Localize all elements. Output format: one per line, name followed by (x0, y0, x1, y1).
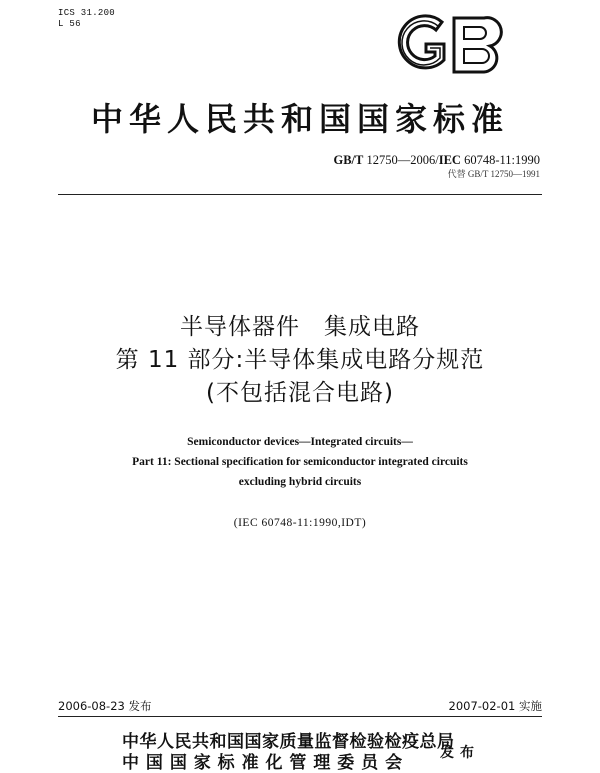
gb-logo-icon (392, 14, 510, 76)
title-en-line3: excluding hybrid circuits (238, 476, 362, 488)
issue-date: 2006-08-23 发布 (58, 699, 152, 713)
title-en-line2: Part 11: Sectional specification for semiconductor integrated circuits (132, 456, 468, 468)
title-zh-line2: 第 11 部分:半导体集成电路分规范 (115, 347, 485, 373)
iec-number: 60748-11:1990 (464, 153, 540, 167)
implementation-date: 2007-02-01 实施 (448, 699, 542, 713)
classification-codes (58, 8, 115, 30)
footer-divider (58, 716, 542, 717)
adoption-note: (IEC 60748-11:1990,IDT) (233, 517, 367, 529)
standard-type-heading: 中华人民共和国国家标准 (90, 100, 509, 138)
title-zh-line3: (不包括混合电路) (206, 380, 394, 406)
ics-code: ICS 31.200 (58, 8, 116, 18)
header-divider (58, 194, 542, 195)
standard-code (333, 153, 540, 168)
ccs-code: L 56 (58, 19, 81, 29)
title-en-line1: Semiconductor devices—Integrated circuits— (187, 436, 413, 448)
title-zh-line1: 半导体器件 集成电路 (180, 314, 420, 340)
issuer-line2: 中 国 国 家 标 准 化 管 理 委 员 会 (122, 753, 403, 773)
replaces-note: 代替 GB/T 12750—1991 (447, 169, 540, 179)
iec-prefix: IEC (438, 153, 461, 167)
issuer-line1: 中华人民共和国国家质量监督检验检疫总局 (122, 732, 455, 752)
standard-prefix: GB/T (333, 153, 364, 167)
issue-action: 发布 (440, 745, 480, 761)
standard-number: 12750—2006/ (366, 153, 439, 167)
